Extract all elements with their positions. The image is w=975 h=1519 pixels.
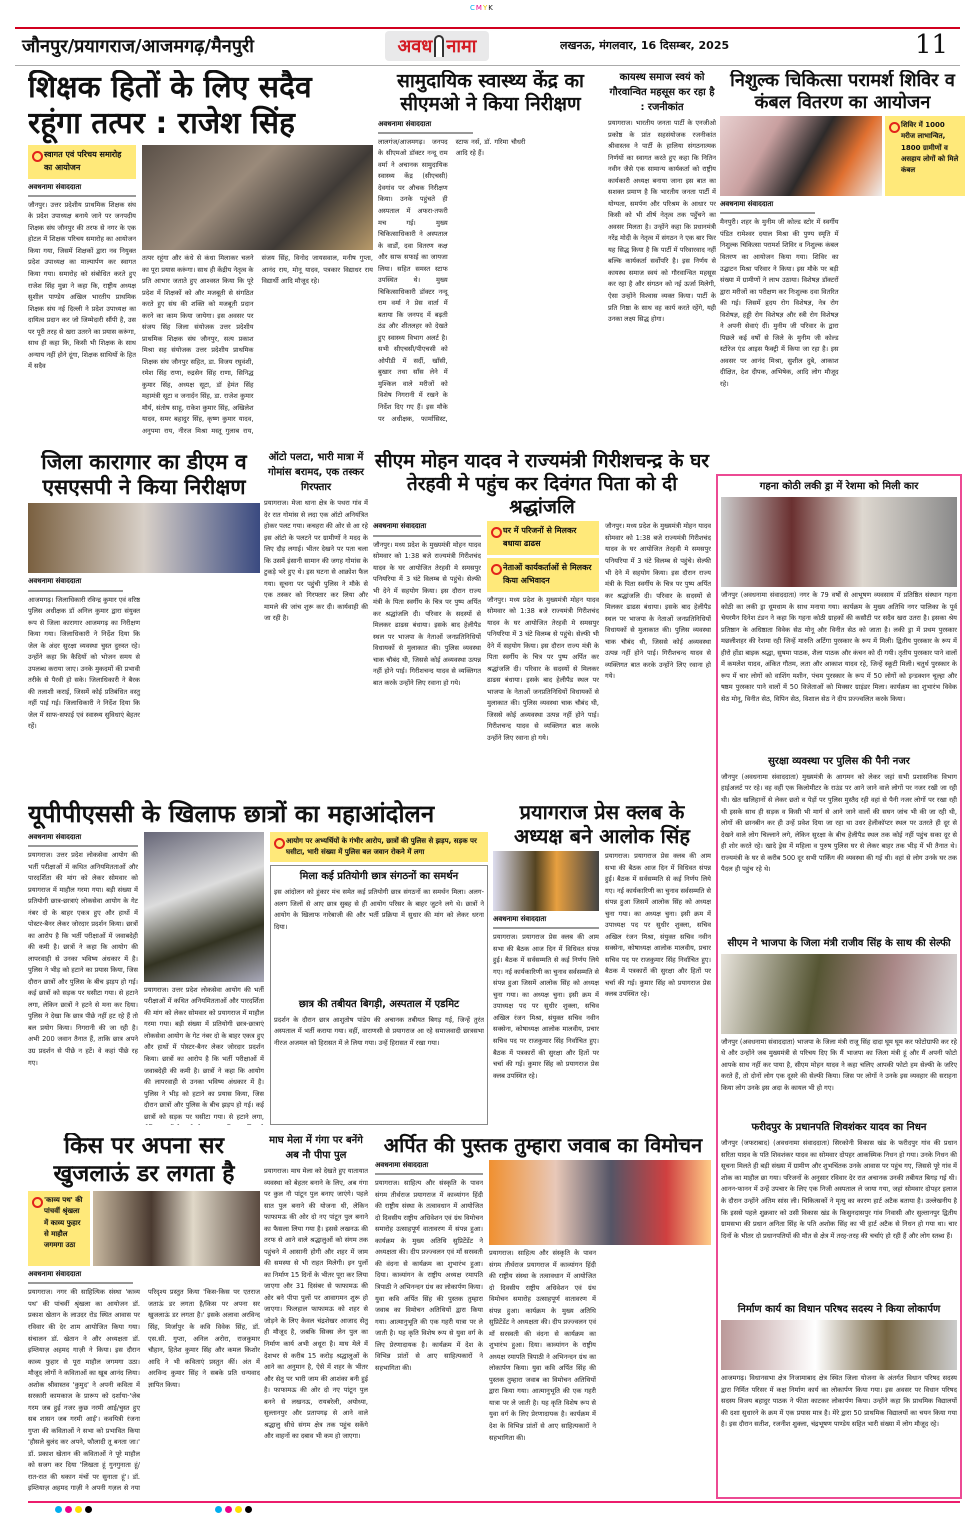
body-death: जौनपुर (जफराबाद) (अवधनामा संवाददाता) सिरकोनी विकास खंड के फरीदपुर गांव की प्रधान सरिता यादव के पति शिवशंकर यादव का सोमवार दोपहर आकस्मिक निधन हो गया। उनके निधन की सूचना मिलते ही बड़ी संख्या में ग्रामीण और शुभचिंतक उनके आवास पर पहुंच गए, जिससे पूरे गांव में शोक का माहौल छा गया। परिजनों के अनुसार रविवार देर रात अचानक उनकी तबीयत बिगड़ गई थी। आनन-फानन में उन्हें उपचार के लिए एक निजी अस्पताल ले जाया गया, जहां सोमवार दोपहर इलाज के दौरान उन्होंने अंतिम सांस ली। चिकित्सकों ने मृत्यु का कारण हार्ट अटैक बताया है। उल्लेखनीय है कि इससे पहले शुक्रवार को उसी विकास खंड के किसुनदासपुर गांव निवासी और सुल्तानपुर द्वितीय ग्रामसभा की प्रधान अनिता सिंह के पति अशोक सिंह का भी हार्ट अटैक से निधन हो गया था। चार दिनों के भीतर दो प्रधानपतियों की मौत से क्षेत्र में तरह-तरह की चर्चाएं हो रही हैं और लोग स्तब्ध हैं।: [721, 1139, 957, 1240]
cmyk-y: Y: [482, 4, 489, 12]
support-box: [270, 865, 488, 1125]
headline-uppsc: यूपीपीएससी के खिलाफ छात्रों का महाआंदोलन: [28, 800, 435, 828]
logo-right: नामा: [446, 36, 477, 57]
body-uppsc-col1: प्रयागराज। उत्तर प्रदेश लोकसेवा आयोग की भर्ती परीक्षाओं में कथित अनियमितताओं और पारदर्शिता की मांग को लेकर सोमवार को प्रयागराज में माहौल गरमा गया। बड़ी संख्या में प्रतियोगी छात्र-छात्राएं लोकसेवा आयोग के गेट नंबर दो के बाहर एकत्र हुए और हाथों में पोस्टर-बैनर लेकर जोरदार प्रदर्शन किया। छात्रों का आरोप है कि भर्ती परीक्षाओं में जवाबदेही की कमी है। छात्रों ने कहा कि आयोग की लापरवाही से उनका भविष्य अंधकार में है। पुलिस ने भीड़ को हटाने का प्रयास किया, जिस दौरान छात्रों और पुलिस के बीच झड़प हो गई। कई छात्रों को सड़क पर घसीटा गया। से हटाने लगा, लेकिन छात्रों ने हटने से मना कर दिया। पुलिस ने देखा कि छात्र पीछे नहीं हट रहे हैं तो बल प्रयोग किया। निगरानी की जा रही है। अभी 200 जवान तैनात हैं, ताकि छात्र अपने उग्र प्रदर्शन से पीछे न हटें। वे कहां पीछे रह गए।: [28, 850, 138, 1067]
section-title: जौनपुर/प्रयागराज/आजमगढ़/मैनपुरी: [22, 36, 254, 57]
byline: अवधनामा संवाददाता: [28, 182, 136, 197]
tag-camp: शिविर में 1000 मरीज लाभान्वित, 1800 ग्रामीणों व असहाय लोगों को मिले कंबल: [885, 116, 965, 196]
registration-dots: [55, 1506, 92, 1513]
photo-book-launch: [489, 1160, 711, 1245]
support-box-title: मिला कई प्रतियोगी छात्र संगठनों का समर्थन: [299, 871, 459, 883]
body-inauguration: आजमगढ़। विधानसभा क्षेत्र निजामाबाद क्षेत्र स्थित जिला योजना के अंतर्गत विधान परिषद सदस्य द्वारा निर्मित परिसर में कक्ष निर्माण कार्य का लोकार्पण किया गया। इस अवसर पर विधान परिषद सदस्य विजय बहादुर पाठक ने फीता काटकर लोकार्पण किया। उन्होंने कहा कि प्राथमिक विद्यालयों की दशा सुधारने के क्रम में एक प्रयास मात्र है। मेरे द्वारा 50 प्राथमिक विद्यालयों का चयन किया गया है। इस दौरान सतीश, रजनीश शुक्ला, चंद्रभूषण पाण्डेय सहित भारी संख्या में लोग मौजूद रहे।: [721, 1374, 957, 1429]
article-press-club: [493, 800, 711, 1125]
article-jail: [28, 450, 260, 792]
body-cm-visit: जौनपुर। मध्य प्रदेश के मुख्यमंत्री मोहन यादव सोमवार को 1:38 बजे राज्यमंत्री गिरीशचंद यादव के घर आयोजित तेरहवी मे समसपुर पनियरिया में 3 घंटे विलम्ब से पहुंचे। सेल्फी भी देने में सहयोग किया। इस दौरान राज्य मंत्री के पिता स्वर्गीय के चित्र पर पुष्प अर्पित कर श्रद्धांजलि दी। परिवार के सदस्यों से मिलकर ढाढस बंधाया। इसके बाद हेलीपैड स्थल पर भाजपा के नेताओं जनप्रतिनिधियों विधायकों से मुलाकात की। पुलिस व्यवस्था चाक चौबंद थी, जिससे कोई अव्यवस्था उत्पन्न नहीं होने पाई। गिरीशचन्द यादव से व्यक्तिगत बात करके उन्होंने लिए रवाना हो गये।: [373, 540, 481, 687]
headline-security: सुरक्षा व्यवस्था पर पुलिस की पैनी नजर: [768, 755, 910, 767]
body-press-club-1: प्रयागराज। प्रयागराज प्रेस क्लब की आम सभा की बैठक आज दिन में विधिवत संपन्न हुई। बैठक में सर्वसम्मति से कई निर्णय लिये गए। नई कार्यकारिणी का चुनाव सर्वसम्मति से संपन्न हुआ जिसमें आलोक सिंह को अध्यक्ष चुना गया। का अध्यक्ष चुना। इसी क्रम में उपाध्यक्ष पद पर सुधीर शुक्ला, सचिव अखिल रंजन मिश्रा, संयुक्त सचिव नवीन सक्सेना, कोषाध्यक्ष आलोक मालवीय, प्रचार सचिव पद पर राजकुमार सिंह निर्वाचित हुए। बैठक में पत्रकारों की सुरक्षा और हितों पर चर्चा की गई। कुमार सिंह को प्रयागराज प्रेस क्लब उपस्थित रहे।: [493, 933, 599, 1080]
body-poetry: प्रयागराज। नगर की साहित्यिक संस्था 'काव्य पथ' की पांचवीं श्रृंखला का आयोजन डॉ. प्रकाश खेतान के लाउदर रोड स्थित आवास पर रविवार की देर शाम आयोजित किया गया। संचालन डॉ. खेतान ने और अध्यक्षता डॉ. इम्तियाज़ अहमद गाज़ी ने किया। इस दौरान काव्य फुहार से पूरा माहौल जगमगा उठा। मौजूद लोगों ने कविताओं का खूब आनंद लिया। अशोक श्रीवास्तव 'कुमुद' ने अपनी कविता में सरकारी कामकाज के प्रारूप को दर्शाया-'जेब गरम जब हुई नजर कुछ नरमी आई/चुस्त हुए सब शासन जब गरमी आई'। कवयित्री रंजना गुप्ता की कविताओं ने सभा को प्रभावित किया 'हौसले बुलंद कर अपने, फौलादी तू बनता जा।' डॉ. प्रकाश खेतान की कविताओं ने पूरे माहौल को सजग कर दिया 'लिखता हूं गुनगुनाता हूं/रात-रात की थकान मंचों पर सुनाता हूं'। डॉ. इम्तियाज़ अहमद गाज़ी ने अपनी गज़ल से नया परिदृश्य प्रस्तुत किया 'किस-किस पर एतराज जताऊं डर लगता है/किस पर अपना सर खुजलाऊं डर लगता है।' इसके अलावा अरविन्द सिंह, मिर्जापुर के कवि विवेक सिंह, डॉ. एस.सी. गुप्ता, अनिल अरोरा, राजकुमार चौहान, हितेश कुमार सिंह और कमल किशोर आदि ने भी कविताएं प्रस्तुत कीं। अंत में अरविन्द कुमार सिंह ने सबके प्रति धन्यवाद ज्ञापित किया।: [28, 1288, 260, 1493]
body-beef: प्रयागराज। मेजा थाना क्षेत्र के पथरा गांव में देर रात गोमांस से लदा एक ऑटो अनियंत्रित होकर पलट गया। कचहरा की ओर से आ रहे इस ऑटो के पलटने पर ग्रामीणों ने मदद के लिए दौड़ लगाई। भीतर देखने पर पता चला कि उसमें इंसानी सामान की जगह गोमांस के टुकड़े भरे हुए थे। इस घटना से आक्रोश फैल गया। सूचना पर पहुंची पुलिस ने मौके से एक तस्कर को गिरफ्तार कर लिया और मामले की जांच शुरू कर दी। कार्यवाही की जा रही है।: [264, 499, 368, 623]
cmyk-c: C: [470, 4, 476, 12]
body-col2: तत्पर रहूंगा और कंधे से कंधा मिलाकर चलने का पूरा प्रयास करूंगा। साथ ही केंद्रीय नेतृत्व के प्रति आभार जताते हुए आश्वस्त किया कि पूरे प्रदेश में शिक्षकों को और मजबूती से संगठित करते हुए संघ की शक्ति को मजबूती प्रदान करने का काम किया जायेगा। इस अवसर पर संजय सिंह जिला संयोजक उत्तर प्रदेशीय प्राथमिक शिक्षक संघ जौनपुर, सत्य प्रकाश मिश्रा सह संयोजक उत्तर प्रदेशीय प्राथमिक शिक्षक संघ जौनपुर सहित, डा. विजय रघुवंशी, रमेश सिंह राणा, रुद्रसेन सिंह राणा, सिनिद्ध कुमार सिंह, अध्यक्ष सूटा, डॉ हेमंत सिंह महामंत्री सूटा व जनार्दन सिंह, डा. राजेश कुमार मौर्य, संतोष साहू, राकेश कुमार सिंह, अखिलेश यादव, समर बहादुर सिंह, कृष्ण कुमार यादव, अनुपमा राय, नीरज मिश्रा मस्तू गुलाब राय, संजय सिंह, विनोद जायसवाल, मनीष गुप्ता, आनंद राय, मोनू यादव, पत्रकार विद्याधर राय विद्यार्थी आदि मौजूद रहे।: [142, 254, 373, 435]
body-medical-camp: मैनपुरी। शहर के मुनीम जी कोल्ड स्टोर में स्वर्गीय पंडित रामेश्वर दयाल मिश्रा की पुण्य स्मृति में निशुल्क चिकित्सा परामर्श शिविर व निशुल्क कंबल वितरण का आयोजन किया गया। शिविर का उद्घाटन मिश्रा परिवार ने किया। इस मौके पर बड़ी संख्या में ग्रामीणों ने लाभ उठाया। विशेषज्ञ डॉक्टरों द्वारा मरीजों का परीक्षण कर निःशुल्क दवा वितरित की गई। जिसमें हृदय रोग विशेषज्ञ, नेत्र रोग विशेषज्ञ, हड्डी रोग विशेषज्ञ और स्त्री रोग विशेषज्ञ ने अपनी सेवाएं दीं। मुनीम जी परिवार के द्वारा पिछले कई वर्षों से जिले के मुनीम जी कोल्ड स्टोरेज एंड आइस फैक्ट्री में किया जा रहा है। इस अवसर पर आनंद मिश्रा, सुशील दुबे, आकाश दीक्षित, देश दीपक, अभिषेक, आदि लोग मौजूद रहे।: [720, 218, 839, 388]
article-medical-camp: [720, 70, 965, 470]
headline-selfie: सीएम ने भाजपा के जिला मंत्री राजीव सिंह के साथ की सेल्फी: [727, 937, 951, 949]
issue-date: लखनऊ, मंगलवार, 16 दिसम्बर, 2025: [560, 39, 730, 52]
headline-medical-camp: निशुल्क चिकित्सा परामर्श शिविर व कंबल वितरण का आयोजन: [730, 70, 955, 113]
headline-teacher: शिक्षक हितों के लिए सदैव रहूंगा तत्पर : राजेश सिंह: [28, 70, 312, 141]
body-book-col1: प्रयागराज। साहित्य और संस्कृति के पावन संगम तीर्थराज प्रयागराज में काव्यांगन हिंदी की राष्ट्रीय संस्था के तत्वावधान में आयोजित दो दिवसीय राष्ट्रीय अधिवेशन एवं ग्रंथ विमोचन समारोह उत्साहपूर्ण वातावरण में संपन्न हुआ। कार्यक्रम के मुख्य अतिथि सुप्रिटेंडेंट ने अध्यक्षता की। दीप प्रज्ज्वलन एवं माँ सरस्वती की वंदना से कार्यक्रम का शुभारंभ हुआ। दिया। काव्यांगन के राष्ट्रीय अध्यक्ष रमापति त्रिपाठी ने अभिनन्दन ग्रंथ का लोकार्पण किया। युवा कवि अर्पित सिंह की पुस्तक तुम्हारा जवाब का विमोचन अतिथियों द्वारा किया गया। आत्मानुभूति की एक गहरी यात्रा पर ले जाती है। यह कृति विशेष रूप से युवा वर्ग के लिए प्रेरणादायक है। कार्यक्रम में देश के विभिन्न प्रांतों से आए साहित्यकारों ने सहभागिता की।: [375, 1179, 483, 1372]
photo-inauguration: [721, 1320, 957, 1370]
headline-lucky-draw: गहना कोठी लकी ड्रा में रेशमा को मिली कार: [759, 481, 919, 492]
hospital-box-body: प्रदर्शन के दौरान छात्र आशुतोष पांडेय की अचानक तबीयत बिगड़ गई, जिन्हें तुरंत अस्पताल में भर्ती कराया गया। वहीं, वाराणसी से प्रयागराज आ रहे समाजवादी छात्रसभा नीरज अजमल को हिरासत में ले लिया गया। उन्हें हिरासत में रखा गया।: [274, 1015, 484, 1047]
page-number: 11: [915, 30, 949, 60]
gate-icon: [434, 35, 444, 57]
headline-press-club: प्रयागराज प्रेस क्लब के अध्यक्ष बने आलोक सिंह: [513, 800, 690, 848]
bottom-rule: [28, 1501, 960, 1503]
headline-book-launch: अर्पित की पुस्तक तुम्हारा जवाब का विमोचन: [383, 1133, 703, 1157]
headline-beef: ऑटो पलटा, भारी मात्रा में गोमांस बरामद, एक तस्कर गिरफ्तार: [267, 452, 365, 493]
article-chc: [378, 70, 603, 442]
headline-chc: सामुदायिक स्वास्थ्य केंद्र का सीएमओ ने किया निरीक्षण: [397, 70, 584, 115]
cmyk-m: M: [475, 4, 483, 12]
headline-cm-visit: सीएम मोहन यादव ने राज्यमंत्री गिरीशचन्द्र के घर तेरहवी मे पहुंच कर दिवंगत पिता को दी श्रद्धांजलि: [374, 450, 710, 518]
body-security: जौनपुर (अवधनामा संवाददाता) मुख्यमंत्री के आगमन को लेकर जहां सभी प्रशासनिक विभाग हाईअलर्ट पर रहे। वह वहीं एक किलोमीटर के राउंड पर आने जाने वाले लोगों पर नजर रखी जा रही थी। खेत खलिहानों से लेकर छतो व पेड़ों पर पुलिस मुस्तैद रही वहां से पैनी नजर लोगों पर रखा रही थी इसके साथ ही सड़क व किसी भी मार्ग से आने जाने वालों की सघन जांच भी की जा रही थी, लोगों की छानबीन कर ही उन्हें प्रवेश दिया जा रहा था उधर हेलीकॉप्टर स्थल पर उतरते ही दूर से देखने वाले लोग चिल्लाने लगे, लेकिन सुरक्षा के बीच हेलीपैड स्थल तक कोई नहीं पहुंच सका दूर से ही शोर करते रहे। खादे ड्रेस में महिला व पुरुष पुलिस घर से लेकर बाहर तक भीड़ में भी तैनात थे। राज्यमंत्री के घर से करीब 500 दूर सभी पार्किंग की व्यवस्था की गई थी। वहां से लोग उनके घर तक पैदल ही पहुंच रहे थे।: [721, 772, 957, 874]
byline: अवधनामा संवाददाता: [493, 914, 599, 929]
byline: अवधनामा संवाददाता: [720, 199, 815, 214]
body-col1: जौनपुर। उत्तर प्रदेशीय प्राथमिक शिक्षक संघ के प्रदेश उपाध्यक्ष बनाये जाने पर जनपदीय शिक्षक संघ जौनपुर की तरफ से नगर के एक होटल में शिक्षक परिचय समारोह का आयोजन किया गया, जिसमें शिक्षकों द्वारा नव नियुक्त प्रदेश उपाध्यक्ष का माल्यार्पण कर स्वागत किया गया। समारोह को संबोधित करते हुए राजेश सिंह मुन्ना ने कहा कि, राष्ट्रीय अध्यक्ष सुशील पाण्डेय अखिल भारतीय प्राथमिक शिक्षक संघ नई दिल्ली ने प्रदेश उपाध्यक्ष का दायित्व प्रदान कर जो जिम्मेदारी सौंपी है, उस पर पूरी तरह से खरा उतरने का प्रयास करूंगा, साथ ही कहा कि, किसी भी शिक्षक के साथ अन्याय नहीं होने दूंगा, शिक्षक साथियों के हित में सदैव: [28, 200, 136, 371]
body-kayastha: प्रयागराज। भारतीय जनता पार्टी के एनजीओ प्रकोष्ठ के प्रांत सहसंयोजक रजनीकांत श्रीवास्तव ने पार्टी के हालिया संगठनात्मक निर्णयों का स्वागत करते हुए कहा कि नितिन नवीन जैसे एक सामान्य कार्यकर्ता को राष्ट्रीय कार्यकारी अध्यक्ष बनाया जाना इस बात का सशक्त प्रमाण है कि भारतीय जनता पार्टी में योग्यता, समर्पण और परिश्रम के आधार पर किसी को भी शीर्ष नेतृत्व तक पहुँचने का अवसर मिलता है। उन्होंने कहा कि प्रधानमंत्री नरेंद्र मोदी के नेतृत्व में संगठन ने एक बार फिर यह सिद्ध किया है कि पार्टी में परिवारवाद नहीं बल्कि कार्यकर्ता सर्वोपरि है। इस निर्णय से कायस्थ समाज स्वयं को गौरवान्वित महसूस कर रहा है और संगठन को नई ऊर्जा मिलेगी, ऐसा उन्होंने विश्वास व्यक्त किया। पार्टी के प्रति निष्ठा के साथ वह कार्य करते रहेंगे, यही उनका लक्ष्य सिद्ध होगा।: [608, 119, 716, 324]
photo-selfie: [721, 954, 957, 1034]
body-book-cont: प्रयागराज। साहित्य और संस्कृति के पावन संगम तीर्थराज प्रयागराज में काव्यांगन हिंदी की राष्ट्रीय संस्था के तत्वावधान में आयोजित दो दिवसीय राष्ट्रीय अधिवेशन एवं ग्रंथ विमोचन समारोह उत्साहपूर्ण वातावरण में संपन्न हुआ। कार्यक्रम के मुख्य अतिथि सुप्रिटेंडेंट ने अध्यक्षता की। दीप प्रज्ज्वलन एवं माँ सरस्वती की वंदना से कार्यक्रम का शुभारंभ हुआ। दिया। काव्यांगन के राष्ट्रीय अध्यक्ष रमापति त्रिपाठी ने अभिनन्दन ग्रंथ का लोकार्पण किया। युवा कवि अर्पित सिंह की पुस्तक तुम्हारा जवाब का विमोचन अतिथियों द्वारा किया गया। आत्मानुभूति की एक गहरी यात्रा पर ले जाती है। यह कृति विशेष रूप से युवा वर्ग के लिए प्रेरणादायक है। कार्यक्रम में देश के विभिन्न प्रांतों से आए साहित्यकारों ने सहभागिता की।: [489, 1249, 596, 1442]
print-marks: [470, 4, 494, 12]
body-lucky-draw: जौनपुर (अवधनामा संवाददाता) नगर के 79 वर्षों से आभूषण व्यवसाय में प्रतिष्ठित संस्थान गहना कोठी का लकी ड्रा धूमधाम के साथ मनाया गया। कार्यक्रम के मुख्य अतिथि नगर पालिका के पूर्व चेयरमैन दिनेश टंडन ने कहा कि गहना कोठी ग्राहकों की कसौटी पर सदैव खरा उतरा है। इसका श्रेय प्रतिष्ठान के अधिष्ठाता विवेक सेठ मोनू और विनीत सेठ को जाता है। लकी ड्रा में प्रथम पुरस्कार मछलीशहर की रेशमा रही जिन्हें मारुति अर्टिगा पुरस्कार के रूप में मिली। द्वितीय पुरस्कार के रूप में हीरो होंडा बाइक श्रद्धा, सुषमा पाठक, शैला पाठक और कंचन को दी गयी। तृतीय पुरस्कार पाने वालों में कमलेश यादव, अंकित गौतम, लता और आकाश यादव रहे, जिन्हें स्कूटी मिली। चतुर्थ पुरस्कार के रूप में चार लोगों को वाशिंग मशीन, पंचम पुरस्कार के रूप में 50 लोगों को इन्डक्शन चूल्हा और षष्ठम पुरस्कार पाने वालों में 50 विजेताओं को मिक्सर ग्राइंडर मिला। कार्यक्रम का शुभारंभ विवेक सेठ मोनू, विनीत सेठ, विपिन सेठ, विशाल सेठ ने दीप प्रज्ज्वलित करके किया।: [721, 591, 957, 703]
article-pontoon: [264, 1133, 368, 1498]
article-kayastha: [608, 70, 716, 442]
body-cm-visit-2: जौनपुर। मध्य प्रदेश के मुख्यमंत्री मोहन यादव सोमवार को 1:38 बजे राज्यमंत्री गिरीशचंद यादव के घर आयोजित तेरहवी मे समसपुर पनियरिया में 3 घंटे विलम्ब से पहुंचे। सेल्फी भी देने में सहयोग किया। इस दौरान राज्य मंत्री के पिता स्वर्गीय के चित्र पर पुष्प अर्पित कर श्रद्धांजलि दी। परिवार के सदस्यों से मिलकर ढाढस बंधाया। इसके बाद हेलीपैड स्थल पर भाजपा के नेताओं जनप्रतिनिधियों विधायकों से मुलाकात की। पुलिस व्यवस्था चाक चौबंद थी, जिससे कोई अव्यवस्था उत्पन्न नहीं होने पाई। गिरीशचन्द यादव से व्यक्तिगत बात करके उन्होंने लिए रवाना हो गये।: [487, 595, 599, 742]
registration-dots: [215, 1506, 252, 1513]
body-press-club-2: प्रयागराज। प्रयागराज प्रेस क्लब की आम सभा की बैठक आज दिन में विधिवत संपन्न हुई। बैठक में सर्वसम्मति से कई निर्णय लिये गए। नई कार्यकारिणी का चुनाव सर्वसम्मति से संपन्न हुआ जिसमें आलोक सिंह को अध्यक्ष चुना गया। का अध्यक्ष चुना। इसी क्रम में उपाध्यक्ष पद पर सुधीर शुक्ला, सचिव अखिल रंजन मिश्रा, संयुक्त सचिव नवीन सक्सेना, कोषाध्यक्ष आलोक मालवीय, प्रचार सचिव पद पर राजकुमार सिंह निर्वाचित हुए। बैठक में पत्रकारों की सुरक्षा और हितों पर चर्चा की गई। कुमार सिंह को प्रयागराज प्रेस क्लब उपस्थित रहे।: [605, 852, 711, 999]
photo-poetry: [93, 1191, 260, 1266]
article-beef: [264, 450, 368, 792]
byline: अवधनामा संवाददाता: [28, 832, 138, 847]
headline-inauguration: निर्माण कार्य का विधान परिषद सदस्य ने किया लोकार्पण: [737, 1304, 941, 1316]
headline-death: फरीदपुर के प्रधानपति शिवशंकर यादव का निधन: [751, 1122, 927, 1134]
body-jail: आजमगढ़। जिलाधिकारी रविन्द्र कुमार एवं वरिष्ठ पुलिस अधीक्षक डॉ अनिल कुमार द्वारा संयुक्त रूप से जिला कारागार आजमगढ़ का निरीक्षण किया गया। जिलाधिकारी ने निर्देश दिया कि जेल के अंदर सुरक्षा व्यवस्था चुस्त दुरुस्त रहे। उन्होंने कहा कि कैदियों को भोजन समय से उपलब्ध कराया जाए। उनके मुकदमों की प्रभावी तरीके से पैरवी हो सके। जिलाधिकारी ने बैरक की तलाशी कराई, जिसमें कोई प्रतिबंधित वस्तु नहीं पाई गई। जिलाधिकारी ने निर्देश दिया कि जेल में साफ-सफाई एवं स्वास्थ्य सुविधाएं बेहतर रहें।: [28, 595, 140, 731]
byline: अवधनामा संवाददाता: [373, 521, 481, 536]
tag-workers: नेताओं कार्यकर्ताओं से मिलकर किया अभिवादन: [487, 558, 599, 592]
byline: अवधनामा संवाददाता: [28, 1269, 133, 1284]
photo-medical-camp: [720, 116, 882, 196]
article-poetry: [28, 1133, 260, 1498]
cmyk-k: K: [488, 4, 494, 12]
logo-left: अवध: [397, 36, 433, 57]
byline: अवधनामा संवाददाता: [375, 1160, 483, 1175]
body-chc: लालगंज/आजमगढ़। जनपद के सीएमओ डॉक्टर नन्दू राम वर्मा ने अचानक सामुदायिक स्वास्थ्य केंद्र (सीएचसी) देवगांव पर औचक निरीक्षण किया। उनके पहुंचते ही अस्पताल में अफरा-तफरी मच गई। मुख्य चिकित्साधिकारी ने अस्पताल के वार्डों, दवा वितरण कक्ष और साफ सफाई का जायजा लिया। सहित समस्त स्टाफ उपस्थित थे। मुख्य चिकित्साधिकारी डॉक्टर नन्दू राम वर्मा ने प्रेस वार्ता में बताया कि जनपद में बढ़ती ठंड और शीतलहर को देखते हुए स्वास्थ्य विभाग अलर्ट है। सभी सीएचसी/पीएचसी को ओपीडी में सर्दी, खाँसी, बुखार तथा साँस लेने में मुश्किल वाले मरीजों को विशेष निगरानी में रखने के निर्देश दिए गए हैं। इस मौके पर अधीक्षक, फार्मासिस्ट, स्टाफ नर्स, डॉ. गरिमा चौधरी आदि रहे हैं।: [378, 137, 526, 423]
article-teacher: [28, 70, 373, 442]
headline-poetry: किस पर अपना सर खुजलाऊं डर लगता है: [53, 1133, 235, 1187]
headline-kayastha: कायस्थ समाज स्वयं को गौरवान्वित महसूस कर रहा है : रजनीकांत: [609, 72, 715, 113]
tag-welcome: स्वागत एवं परिचय समारोह का आयोजन: [28, 145, 136, 179]
photo-protest: [144, 832, 264, 982]
body-uppsc-cont: प्रयागराज। उत्तर प्रदेश लोकसेवा आयोग की भर्ती परीक्षाओं में कथित अनियमितताओं और पारदर्शिता की मांग को लेकर सोमवार को प्रयागराज में माहौल गरमा गया। बड़ी संख्या में प्रतियोगी छात्र-छात्राएं लोकसेवा आयोग के गेट नंबर दो के बाहर एकत्र हुए और हाथों में पोस्टर-बैनर लेकर जोरदार प्रदर्शन किया। छात्रों का आरोप है कि भर्ती परीक्षाओं में जवाबदेही की कमी है। छात्रों ने कहा कि आयोग की लापरवाही से उनका भविष्य अंधकार में है। पुलिस ने भीड़ को हटाने का प्रयास किया, जिस दौरान छात्रों और पुलिस के बीच झड़प हो गई। कई छात्रों को सड़क पर घसीटा गया। से हटाने लगा,: [144, 985, 264, 1121]
right-column-box: [716, 474, 962, 1499]
photo-jail-inspection: [28, 503, 260, 573]
body-selfie: जौनपुर (अवधनामा संवाददाता) भाजपा के जिला मंत्री राजू सिंह दादा घूम घूम कर फोटोग्राफी कर रहे थे और उन्होंने जब मुख्यमंत्री से परिचय दिए कि मैं भाजपा का जिला मंत्री हूं और मैं अपनी फोटो आपके साथ नहीं कर पाया है, सीएम मोहन यादव ने कहा चलिए आपकी फोटो हम सेल्फी के जरिए करते हैं, तो दोनों लोग एक दूसरे की सेल्फी किया। जिस पर लोगों ने उनके इस व्यवहार की सराहना किया लोग उनके इस अदा के कायल भी हो गए।: [721, 1037, 957, 1092]
photo-press-club: [493, 851, 599, 911]
photo-teacher-felicitation: [142, 145, 373, 250]
photo-lucky-draw: [721, 497, 957, 587]
body-pontoon: प्रयागराज। माघ मेला को देखते हुए यातायात व्यवस्था को बेहतर बनाने के लिए, अब गंगा पर कुल नौ पांटून पुल बनाए जाएंगे। पहले सात पुल बनाने की योजना थी, लेकिन फाफामऊ की ओर दो नए पांटून पुल बनाने का फैसला लिया गया है। इससे लखनऊ की तरफ से आने वाले श्रद्धालुओं को संगम तक पहुंचने में आसानी होगी और शहर में जाम की समस्या से भी राहत मिलेगी। इन पुलों का निर्माण 15 दिनों के भीतर पूरा कर लिया जाएगा और 31 दिसंबर से फाफामऊ की ओर बने पीपा पुलों पर आवागमन शुरू हो जाएगा। फिलहाल फाफामऊ को शहर से जोड़ने के लिए केवल चंद्रशेखर आजाद सेतु ही मौजूद है, जबकि सिक्स लेन पुल का निर्माण कार्य अभी अधूरा है। माघ मेले में देशभर से करीब 15 करोड़ श्रद्धालुओं के आने का अनुमान है, ऐसे में शहर के भीतर और सेतु पर भारी जाम की आशंका बनी हुई है। फाफामऊ की ओर दो नए पांटून पुल बनने से लखनऊ, रायबरेली, अयोध्या, सुल्तानपुर और प्रतापगढ़ से आने वाले श्रद्धालु सीधे संगम क्षेत्र तक पहुंच सकेंगे और वाहनों का दबाव भी कम हो जाएगा।: [264, 1167, 368, 1441]
body-cm-visit-3: जौनपुर। मध्य प्रदेश के मुख्यमंत्री मोहन यादव सोमवार को 1:38 बजे राज्यमंत्री गिरीशचंद यादव के घर आयोजित तेरहवी मे समसपुर पनियरिया में 3 घंटे विलम्ब से पहुंचे। सेल्फी भी देने में सहयोग किया। इस दौरान राज्य मंत्री के पिता स्वर्गीय के चित्र पर पुष्प अर्पित कर श्रद्धांजलि दी। परिवार के सदस्यों से मिलकर ढाढस बंधाया। इसके बाद हेलीपैड स्थल पर भाजपा के नेताओं जनप्रतिनिधियों विधायकों से मुलाकात की। पुलिस व्यवस्था चाक चौबंद थी, जिससे कोई अव्यवस्था उत्पन्न नहीं होने पाई। गिरीशचन्द यादव से व्यक्तिगत बात करके उन्होंने लिए रवाना हो गये।: [605, 522, 711, 681]
article-uppsc: [28, 800, 488, 1125]
article-cm-visit: [373, 450, 711, 792]
newspaper-logo: [385, 31, 489, 61]
support-box-body: इस आंदोलन को हुंकार मंच समेत कई प्रतियोगी छात्र संगठनों का समर्थन मिला। अलग-अलग जिलों से आए छात्र सुबह से ही आयोग परिसर के बाहर जुटने लगे थे। छात्रों ने आयोग के खिलाफ नारेबाजी की और भर्ती प्रक्रिया में सुधार की मांग को लेकर धरना दिया।: [274, 888, 484, 931]
header-rule: [15, 65, 960, 66]
article-book-launch: [375, 1133, 711, 1498]
byline: अवधनामा संवाददाता: [28, 576, 123, 591]
headline-pontoon: माघ मेला में गंगा पर बनेंगे अब नौ पीपा पुल: [269, 1135, 363, 1161]
headline-jail: जिला कारागार का डीएम व एसएसपी ने किया निरीक्षण: [41, 450, 247, 500]
byline: अवधनामा संवाददाता: [378, 119, 473, 134]
hospital-box-title: छात्र की तबीयत बिगड़ी, अस्पताल में एडमिट: [298, 998, 460, 1010]
tag-poetry: 'काव्य पथ' की पांचवीं श्रृंखला में काव्य फुहार से माहौल जगमगा उठा: [28, 1191, 90, 1266]
tag-protest: आयोग पर अभ्यर्थियों के गंभीर आरोप, छात्रों की पुलिस से झड़प, सड़क पर घसीटा, भारी संख्या में पुलिस बल जवान रोकने में लगा: [270, 832, 488, 862]
tag-family: घर में परिजनों से मिलकर बधाया ढाढस: [487, 521, 599, 555]
top-rule: [15, 27, 960, 29]
